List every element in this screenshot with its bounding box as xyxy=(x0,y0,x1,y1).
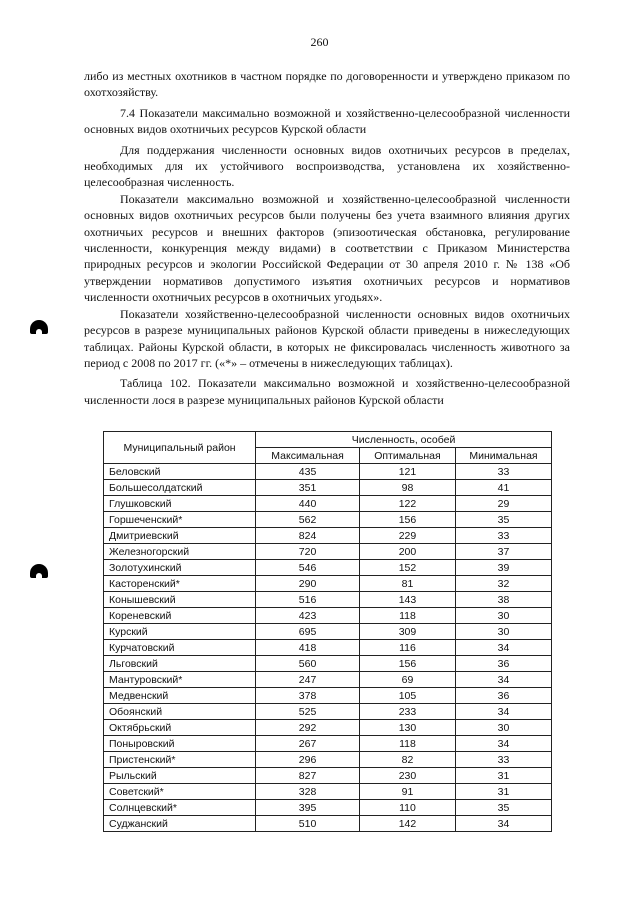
max-cell: 824 xyxy=(256,528,360,544)
min-cell: 34 xyxy=(455,816,551,832)
max-cell: 695 xyxy=(256,624,360,640)
table-row xyxy=(104,480,552,496)
district-cell: Советский* xyxy=(104,784,256,800)
binder-hole-mark-bottom xyxy=(30,564,48,578)
min-cell: 37 xyxy=(455,544,551,560)
district-cell: Солнцевский* xyxy=(104,800,256,816)
table-row xyxy=(104,576,552,592)
max-cell: 435 xyxy=(256,464,360,480)
min-cell: 31 xyxy=(455,768,551,784)
table-caption: Таблица 102. Показатели максимально возможной и хозяйственно-целесообразной численности лося в разрезе муниципальных районов Курской области xyxy=(84,376,570,407)
min-cell: 35 xyxy=(455,512,551,528)
max-cell: 378 xyxy=(256,688,360,704)
opt-cell: 230 xyxy=(359,768,455,784)
opt-cell: 156 xyxy=(359,656,455,672)
min-cell: 34 xyxy=(455,672,551,688)
table-row xyxy=(104,784,552,800)
table-row xyxy=(104,512,552,528)
table-row xyxy=(104,624,552,640)
district-cell: Касторенский* xyxy=(104,576,256,592)
opt-cell: 233 xyxy=(359,704,455,720)
text-block xyxy=(84,68,570,408)
opt-cell: 309 xyxy=(359,624,455,640)
opt-cell: 105 xyxy=(359,688,455,704)
table-row xyxy=(104,608,552,624)
max-cell: 423 xyxy=(256,608,360,624)
table-row xyxy=(104,528,552,544)
min-cell: 29 xyxy=(455,496,551,512)
opt-cell: 229 xyxy=(359,528,455,544)
district-cell: Большесолдатский xyxy=(104,480,256,496)
district-cell: Дмитриевский xyxy=(104,528,256,544)
min-cell: 34 xyxy=(455,640,551,656)
district-cell: Рыльский xyxy=(104,768,256,784)
table-row xyxy=(104,800,552,816)
moose-population-table xyxy=(103,431,552,832)
table-row xyxy=(104,464,552,480)
opt-cell: 142 xyxy=(359,816,455,832)
min-cell: 34 xyxy=(455,736,551,752)
paragraph-continuation: либо из местных охотников в частном порядке по договоренности и утверждено приказом по охотхозяйству. xyxy=(84,69,570,100)
table-row xyxy=(104,688,552,704)
paragraph: Показатели хозяйственно-целесообразной численности основных видов охотничьих ресурсов в разрезе муниципальных районов Курской области приведены в нижеследующих таблицах. Районы Курской области, в которых не фиксировалась численность животного за период с 2008 по 2017 гг. («*» – отмечены в нижеследующих таблицах). xyxy=(84,306,570,370)
max-cell: 351 xyxy=(256,480,360,496)
opt-cell: 116 xyxy=(359,640,455,656)
district-cell: Льговский xyxy=(104,656,256,672)
table-row xyxy=(104,816,552,832)
min-cell: 36 xyxy=(455,688,551,704)
max-cell: 720 xyxy=(256,544,360,560)
min-cell: 38 xyxy=(455,592,551,608)
header-min: Минимальная xyxy=(455,448,551,464)
max-cell: 267 xyxy=(256,736,360,752)
table-row xyxy=(104,544,552,560)
opt-cell: 121 xyxy=(359,464,455,480)
opt-cell: 69 xyxy=(359,672,455,688)
district-cell: Суджанский xyxy=(104,816,256,832)
min-cell: 31 xyxy=(455,784,551,800)
min-cell: 30 xyxy=(455,624,551,640)
paragraph: Для поддержания численности основных видов охотничьих ресурсов в пределах, необходимых для их устойчивого воспроизводства, установлена их хозяйственно-целесообразная численность. xyxy=(84,142,570,190)
max-cell: 290 xyxy=(256,576,360,592)
max-cell: 247 xyxy=(256,672,360,688)
table-row xyxy=(104,560,552,576)
opt-cell: 110 xyxy=(359,800,455,816)
table-row xyxy=(104,704,552,720)
district-cell: Кореневский xyxy=(104,608,256,624)
header-max: Максимальная xyxy=(256,448,360,464)
min-cell: 30 xyxy=(455,720,551,736)
district-cell: Горшеченский* xyxy=(104,512,256,528)
table-row xyxy=(104,736,552,752)
min-cell: 36 xyxy=(455,656,551,672)
min-cell: 35 xyxy=(455,800,551,816)
table-row xyxy=(104,656,552,672)
district-cell: Конышевский xyxy=(104,592,256,608)
min-cell: 39 xyxy=(455,560,551,576)
district-cell: Курчатовский xyxy=(104,640,256,656)
table-row xyxy=(104,640,552,656)
table-row xyxy=(104,592,552,608)
max-cell: 827 xyxy=(256,768,360,784)
paragraph: Показатели максимально возможной и хозяйственно-целесообразной численности основных видов охотничьих ресурсов были получены без учета взаимного влияния других охотничьих ресурсов и внешних факторов (эпизоотическая обстановка, регулирование численности, конкуренция между видами) в соответствии с Приказом Министерства природных ресурсов и экологии Российской Федерации от 30 апреля 2010 г. № 138 «Об утверждении нормативов допустимого изъятия охотничьих ресурсов и нормативов численности охотничьих ресурсов в охотничьих угодьях». xyxy=(84,191,570,305)
table-row xyxy=(104,720,552,736)
max-cell: 546 xyxy=(256,560,360,576)
table-row xyxy=(104,752,552,768)
min-cell: 41 xyxy=(455,480,551,496)
table-row xyxy=(104,496,552,512)
opt-cell: 130 xyxy=(359,720,455,736)
district-cell: Курский xyxy=(104,624,256,640)
opt-cell: 81 xyxy=(359,576,455,592)
district-cell: Обоянский xyxy=(104,704,256,720)
min-cell: 34 xyxy=(455,704,551,720)
max-cell: 418 xyxy=(256,640,360,656)
district-cell: Медвенский xyxy=(104,688,256,704)
opt-cell: 200 xyxy=(359,544,455,560)
district-cell: Беловский xyxy=(104,464,256,480)
min-cell: 33 xyxy=(455,464,551,480)
page-number: 260 xyxy=(310,35,329,49)
table-row xyxy=(104,672,552,688)
max-cell: 395 xyxy=(256,800,360,816)
max-cell: 296 xyxy=(256,752,360,768)
header-opt: Оптимальная xyxy=(359,448,455,464)
table-row xyxy=(104,768,552,784)
opt-cell: 122 xyxy=(359,496,455,512)
opt-cell: 91 xyxy=(359,784,455,800)
opt-cell: 118 xyxy=(359,608,455,624)
max-cell: 516 xyxy=(256,592,360,608)
district-cell: Октябрьский xyxy=(104,720,256,736)
opt-cell: 152 xyxy=(359,560,455,576)
district-cell: Железногорский xyxy=(104,544,256,560)
max-cell: 328 xyxy=(256,784,360,800)
opt-cell: 82 xyxy=(359,752,455,768)
section-heading: 7.4 Показатели максимально возможной и хозяйственно-целесообразной численности основных видов охотничьих ресурсов Курской области xyxy=(84,105,570,137)
opt-cell: 156 xyxy=(359,512,455,528)
district-cell: Мантуровский* xyxy=(104,672,256,688)
min-cell: 33 xyxy=(455,528,551,544)
max-cell: 292 xyxy=(256,720,360,736)
binder-hole-mark-top xyxy=(30,320,48,334)
district-cell: Золотухинский xyxy=(104,560,256,576)
district-cell: Глушковский xyxy=(104,496,256,512)
opt-cell: 118 xyxy=(359,736,455,752)
opt-cell: 143 xyxy=(359,592,455,608)
opt-cell: 98 xyxy=(359,480,455,496)
min-cell: 30 xyxy=(455,608,551,624)
district-cell: Поныровский xyxy=(104,736,256,752)
max-cell: 562 xyxy=(256,512,360,528)
header-district: Муниципальный район xyxy=(104,432,256,464)
max-cell: 560 xyxy=(256,656,360,672)
header-population: Численность, особей xyxy=(256,432,552,448)
max-cell: 525 xyxy=(256,704,360,720)
max-cell: 510 xyxy=(256,816,360,832)
max-cell: 440 xyxy=(256,496,360,512)
table-body xyxy=(104,464,552,832)
min-cell: 32 xyxy=(455,576,551,592)
district-cell: Пристенский* xyxy=(104,752,256,768)
min-cell: 33 xyxy=(455,752,551,768)
